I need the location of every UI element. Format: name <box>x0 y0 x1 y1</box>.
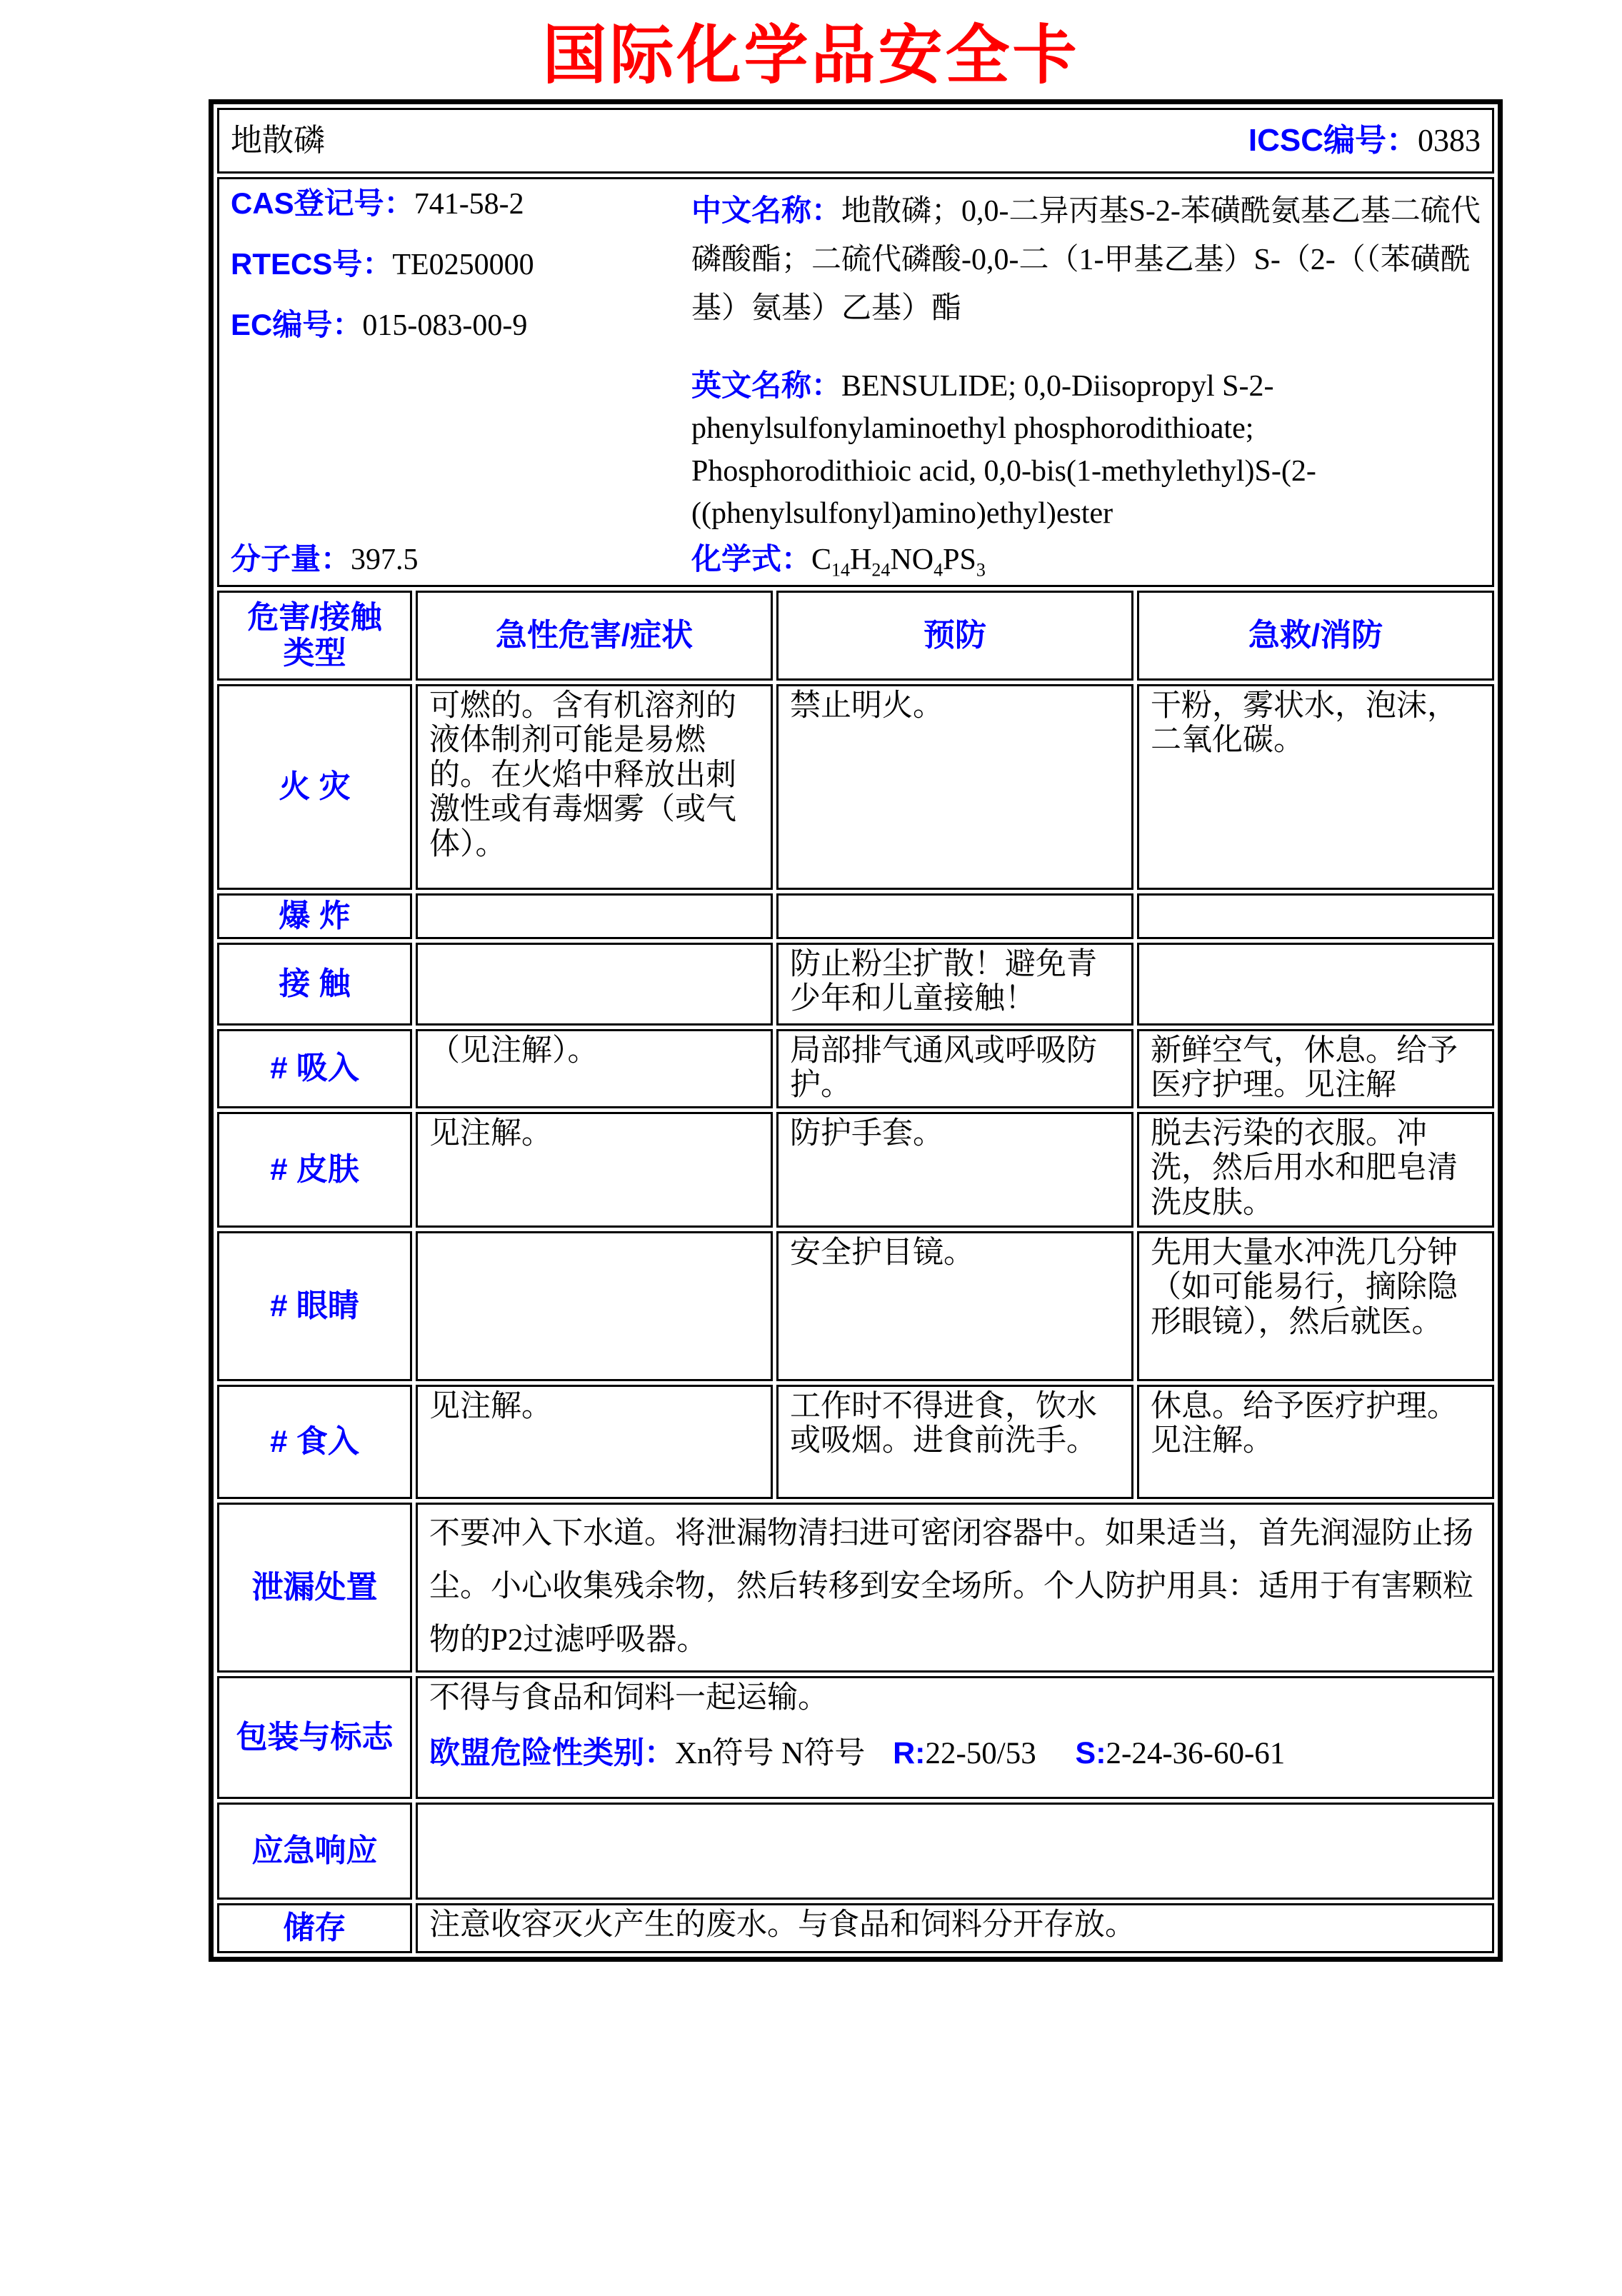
column-header-hazard-type: 危害/接触类型 <box>217 591 412 681</box>
formula-label: 化学式： <box>691 541 812 576</box>
chemical-formula: $C_{14}H_{24}NO_4PS_3$ <box>811 543 986 581</box>
fire-symptoms-cell: 可燃的。含有机溶剂的液体制剂可能是易燃的。在火焰中释放出刺激性或有毒烟雾（或气体）。 <box>416 684 773 890</box>
safety-card-table <box>209 99 1503 1962</box>
chinese-name-text: 地散磷；0,0-二异丙基S-2-苯磺酰氨基乙基二硫代磷酸酯；二硫代磷酸-0,0-二（1-甲基乙基）S-（2-（（苯磺酰基）氨基）乙基）酯 <box>691 194 1481 325</box>
ec-value: 015-083-00-9 <box>362 309 528 343</box>
r-code-label: R: <box>893 1735 926 1770</box>
english-name-text: BENSULIDE; 0,0-Diisopropyl S-2-phenylsulfonylaminoethyl phosphorodithioate; Phosphorodithioic acid, 0,0-bis(1-methylethyl)S-(2-((phenylsulfonyl)amino)ethyl)ester <box>691 369 1316 531</box>
storage-content: 注意收容灭火产生的废水。与食品和饲料分开存放。 <box>416 1903 1494 1953</box>
storage-row <box>217 1903 1494 1953</box>
inhalation-prevention-cell: 局部排气通风或呼吸防护。 <box>776 1029 1133 1108</box>
skin-symptoms-cell: 见注解。 <box>416 1112 773 1228</box>
ingestion-prevention-cell: 工作时不得进食，饮水或吸烟。进食前洗手。 <box>776 1385 1133 1499</box>
explosion-row-label: 爆 炸 <box>217 893 412 939</box>
column-header-symptoms: 急性危害/症状 <box>416 591 773 681</box>
fire-row <box>217 684 1494 890</box>
fire-prevention-cell: 禁止明火。 <box>776 684 1133 890</box>
eyes-row <box>217 1231 1494 1381</box>
eyes-symptoms-cell <box>416 1231 773 1381</box>
spill-row <box>217 1503 1494 1673</box>
inhalation-response-cell: 新鲜空气，休息。给予医疗护理。见注解 <box>1137 1029 1494 1108</box>
molecular-weight-value: 397.5 <box>351 543 419 577</box>
explosion-response-cell <box>1137 893 1494 939</box>
fire-row-label: 火 灾 <box>217 684 412 890</box>
explosion-symptoms-cell <box>416 893 773 939</box>
cas-value: 741-58-2 <box>414 187 524 221</box>
contact-prevention-cell: 防止粉尘扩散！避免青少年和儿童接触！ <box>776 943 1133 1026</box>
skin-response-cell: 脱去污染的衣服。冲洗，然后用水和肥皂清洗皮肤。 <box>1137 1112 1494 1228</box>
contact-symptoms-cell <box>416 943 773 1026</box>
ingestion-response-cell: 休息。给予医疗护理。见注解。 <box>1137 1385 1494 1499</box>
eu-class-label: 欧盟危险性类别： <box>429 1735 675 1770</box>
molecular-weight-label: 分子量： <box>231 542 351 576</box>
inhalation-row <box>217 1029 1494 1108</box>
ingestion-row <box>217 1385 1494 1499</box>
identifiers-row <box>217 177 1494 587</box>
skin-row-label: # 皮肤 <box>217 1112 412 1228</box>
contact-response-cell <box>1137 943 1494 1026</box>
explosion-row <box>217 893 1494 939</box>
inhalation-symptoms-cell: （见注解）。 <box>416 1029 773 1108</box>
packaging-row <box>217 1676 1494 1799</box>
contact-row <box>217 943 1494 1026</box>
icsc-label: ICSC编号： <box>1248 122 1418 158</box>
page-title: 国际化学品安全卡 <box>542 17 1080 93</box>
emergency-response-content <box>416 1803 1494 1900</box>
storage-label: 储存 <box>217 1903 412 1953</box>
column-header-prevention: 预防 <box>776 591 1133 681</box>
eyes-row-label: # 眼睛 <box>217 1231 412 1381</box>
hazard-header-row <box>217 591 1494 681</box>
titlebar-row <box>217 108 1494 174</box>
contact-row-label: 接 触 <box>217 943 412 1026</box>
emergency-response-label: 应急响应 <box>217 1803 412 1900</box>
packaging-transport-note: 不得与食品和饲料一起运输。 <box>429 1681 828 1715</box>
ingestion-symptoms-cell: 见注解。 <box>416 1385 773 1499</box>
fire-response-cell: 干粉，雾状水，泡沫，二氧化碳。 <box>1137 684 1494 890</box>
spill-content: 不要冲入下水道。将泄漏物清扫进可密闭容器中。如果适当，首先润湿防止扬尘。小心收集残余物，然后转移到安全场所。个人防护用具：适用于有害颗粒物的P2过滤呼吸器。 <box>416 1503 1494 1673</box>
skin-prevention-cell: 防护手套。 <box>776 1112 1133 1228</box>
s-code-value: 2-24-36-60-61 <box>1106 1736 1286 1770</box>
titlebar-cell <box>217 108 1494 174</box>
spill-label: 泄漏处置 <box>217 1503 412 1673</box>
s-code-label: S: <box>1075 1735 1106 1770</box>
rtecs-value: TE0250000 <box>392 248 534 281</box>
ec-label: EC编号： <box>231 308 363 342</box>
icsc-number: 0383 <box>1418 122 1481 158</box>
emergency-response-row <box>217 1803 1494 1900</box>
column-header-response: 急救/消防 <box>1137 591 1494 681</box>
cas-label: CAS登记号： <box>231 186 414 220</box>
ingestion-row-label: # 食入 <box>217 1385 412 1499</box>
skin-row <box>217 1112 1494 1228</box>
eu-symbols: Xn符号 N符号 <box>675 1736 866 1770</box>
eyes-prevention-cell: 安全护目镜。 <box>776 1231 1133 1381</box>
packaging-content <box>416 1676 1494 1799</box>
chinese-name-label: 中文名称： <box>691 193 842 227</box>
explosion-prevention-cell <box>776 893 1133 939</box>
identifiers-cell <box>217 177 1494 587</box>
inhalation-row-label: # 吸入 <box>217 1029 412 1108</box>
substance-name: 地散磷 <box>231 122 325 158</box>
r-code-value: 22-50/53 <box>925 1736 1036 1770</box>
english-name-label: 英文名称： <box>691 368 842 402</box>
eyes-response-cell: 先用大量水冲洗几分钟（如可能易行，摘除隐形眼镜），然后就医。 <box>1137 1231 1494 1381</box>
rtecs-label: RTECS号： <box>231 246 393 281</box>
packaging-label: 包装与标志 <box>217 1676 412 1799</box>
